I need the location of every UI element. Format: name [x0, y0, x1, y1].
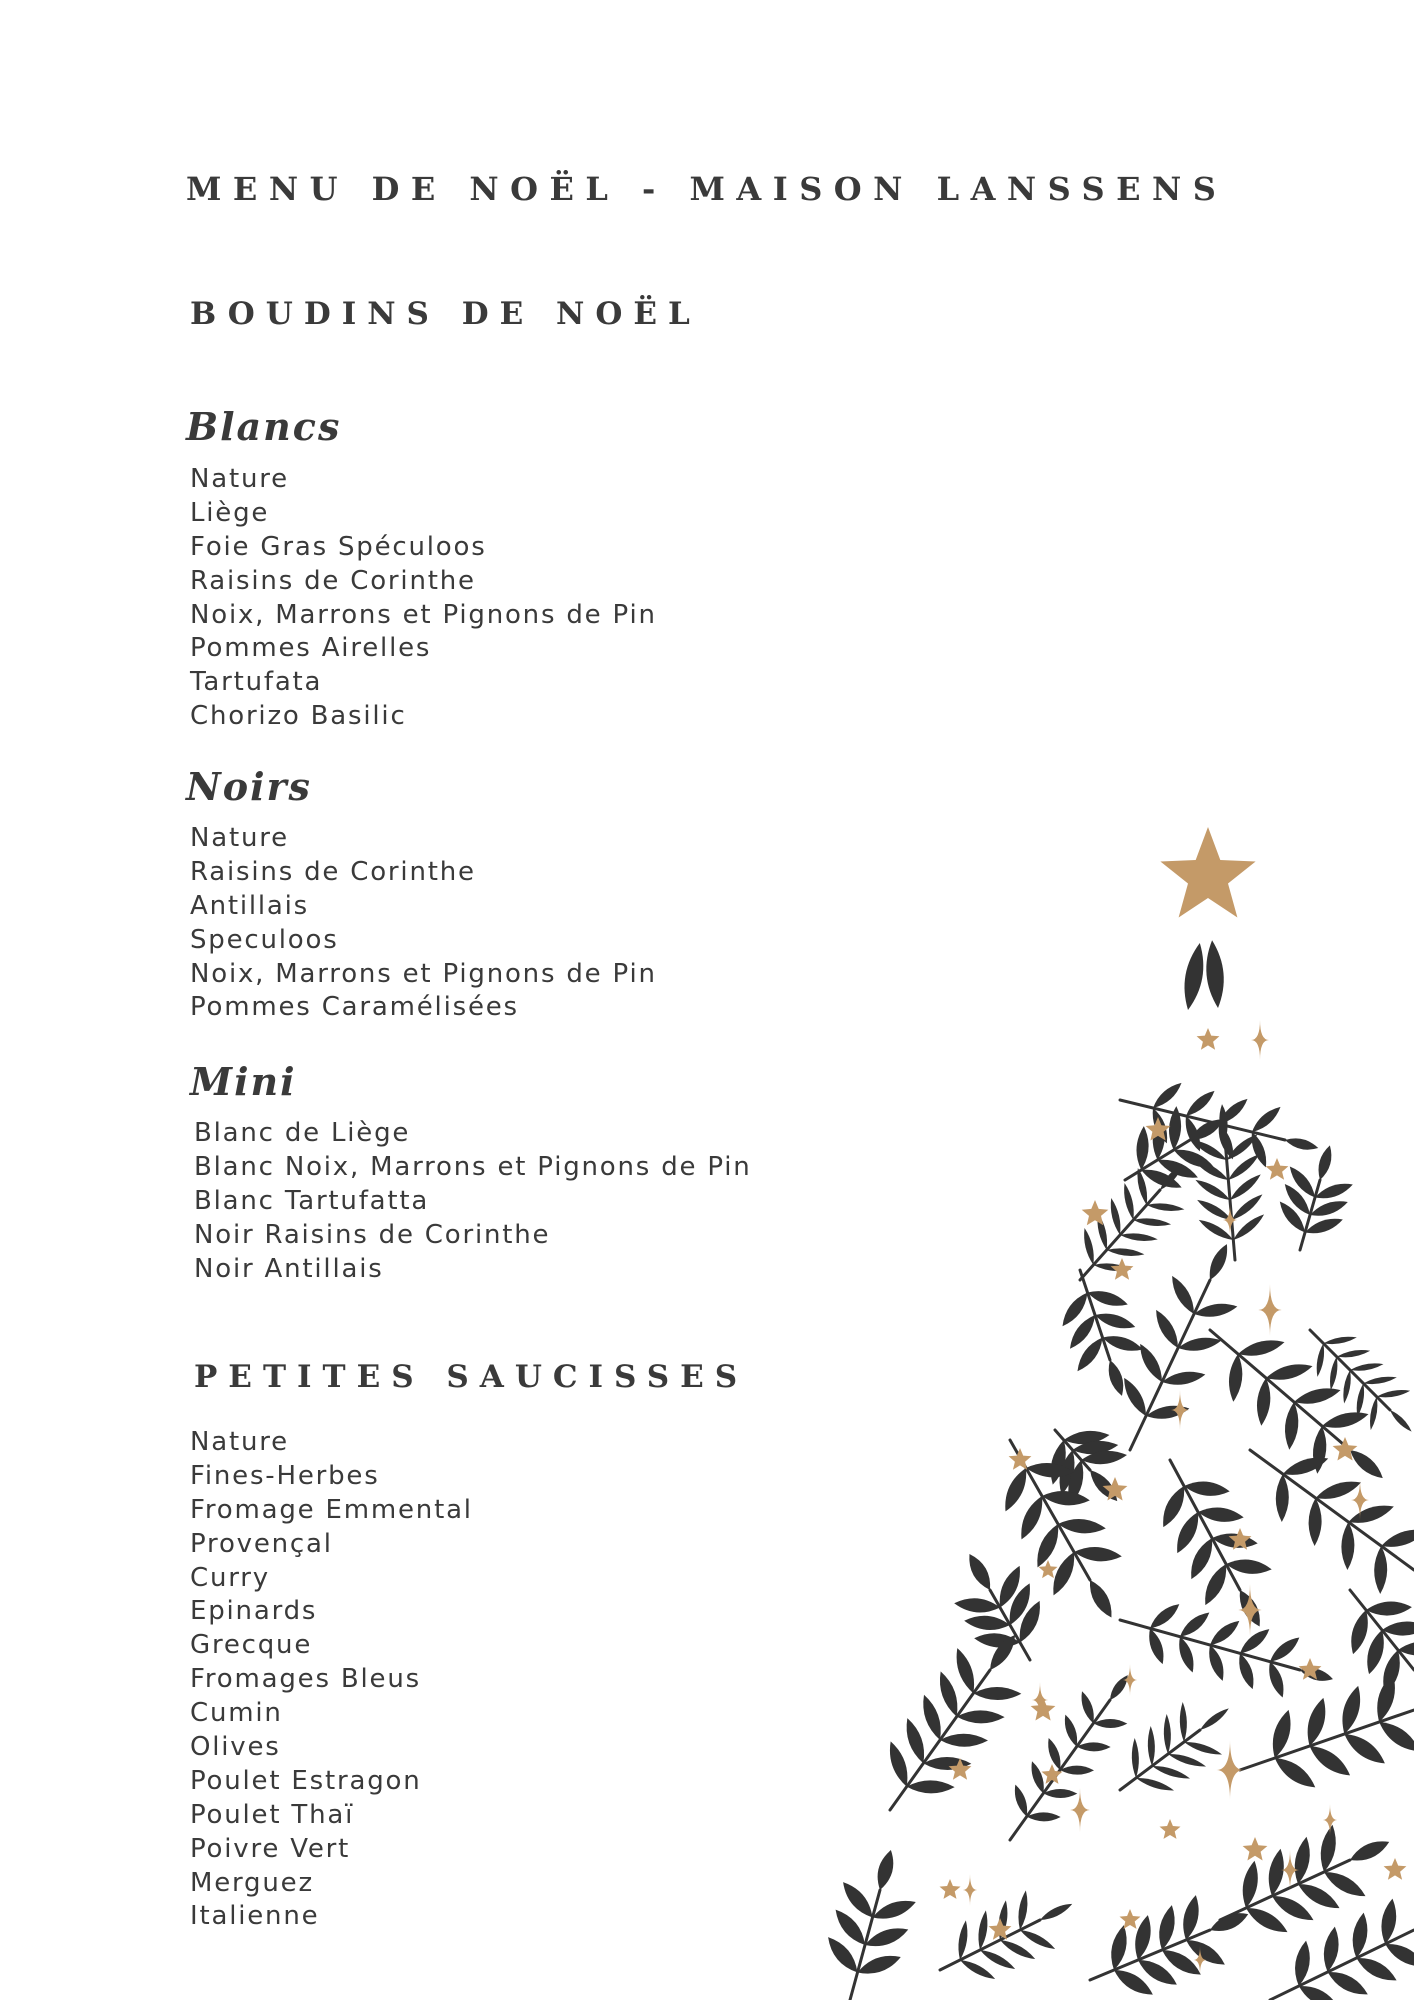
leaf-shape: [1180, 942, 1209, 1012]
leaf-shape: [1314, 1343, 1326, 1378]
menu-item: Grecque: [190, 1630, 313, 1661]
menu-item: Nature: [190, 464, 289, 494]
leaf-shape: [1341, 1369, 1353, 1404]
leaf-shape: [1084, 1577, 1118, 1621]
leaf-shape: [1133, 1217, 1172, 1228]
leaf-shape: [1366, 1600, 1413, 1617]
leaf-shape: [978, 1946, 1017, 1972]
leaf-shape: [1131, 1738, 1139, 1778]
small-star-shape: [1243, 1837, 1268, 1861]
leaf-shape: [873, 1848, 897, 1892]
branch-stem: [1270, 1930, 1414, 2000]
leaf-shape: [1147, 1726, 1155, 1766]
leaf-shape: [1207, 1908, 1251, 1937]
menu-item: Cumin: [190, 1698, 283, 1729]
sparkle-shape: [1171, 1390, 1189, 1430]
leaf-shape: [1106, 1672, 1131, 1702]
leaf-shape: [901, 1716, 929, 1766]
menu-item: Poulet Thaï: [190, 1799, 355, 1830]
menu-item: Olives: [190, 1732, 281, 1763]
menu-item: Liège: [190, 497, 270, 528]
leaf-shape: [1207, 1617, 1243, 1650]
menu-item: Fromage Emmental: [190, 1494, 473, 1525]
leaf-shape: [1151, 1763, 1191, 1782]
leaf-shape: [907, 1780, 955, 1793]
list-saucisses: [190, 1426, 473, 1934]
small-star-shape: [1111, 1258, 1134, 1280]
leaf-shape: [1198, 1706, 1231, 1733]
subheading-blancs: Blancs: [186, 404, 342, 449]
small-star-shape: [1384, 1858, 1407, 1880]
menu-item: Curry: [190, 1562, 270, 1593]
menu-item: Noir Antillais: [194, 1253, 384, 1284]
leaf-shape: [1073, 1545, 1122, 1563]
menu-item: Raisins de Corinthe: [190, 565, 476, 596]
leaf-shape: [1205, 1242, 1233, 1283]
leaf-shape: [958, 1956, 997, 1982]
leaf-shape: [963, 1551, 996, 1594]
leaf-shape: [940, 1734, 988, 1747]
list-mini: [194, 1117, 752, 1286]
leaf-shape: [1135, 1126, 1150, 1171]
leaf-shape: [1163, 1714, 1171, 1754]
menu-item: Epinards: [190, 1596, 318, 1627]
menu-item: Pommes Airelles: [190, 633, 432, 664]
leaf-shape: [1374, 1546, 1388, 1594]
sparkle-shape: [1323, 1804, 1337, 1836]
leaf-shape: [1120, 1232, 1159, 1243]
leaf-shape: [1354, 1383, 1366, 1418]
leaf-shape: [1346, 1445, 1387, 1483]
leaf-shape: [1237, 1625, 1273, 1658]
sparkle-shape: [1251, 1020, 1269, 1060]
sparkle-shape: [963, 1874, 977, 1906]
leaf-shape: [1204, 940, 1227, 1009]
leaf-shape: [1255, 1377, 1273, 1426]
small-star-shape: [1009, 1448, 1032, 1470]
menu-item: Provençal: [190, 1528, 333, 1559]
sparkle-shape: [1223, 1204, 1237, 1236]
leaf-shape: [1081, 1227, 1097, 1266]
menu-item: Speculoos: [190, 924, 339, 955]
small-star-shape: [940, 1879, 961, 1899]
leaf-shape: [1349, 1361, 1384, 1373]
leaf-shape: [1060, 1766, 1094, 1775]
menu-item: Foie Gras Spéculoos: [190, 531, 487, 562]
leaf-shape: [1341, 1522, 1355, 1570]
leaf-shape: [1177, 1608, 1213, 1641]
leaf-shape: [1409, 1666, 1414, 1707]
leaf-shape: [951, 1646, 979, 1696]
leaf-shape: [1027, 1812, 1061, 1821]
subheading-mini: Mini: [190, 1059, 297, 1104]
leaf-shape: [885, 1739, 913, 1789]
leaf-shape: [973, 1687, 1021, 1700]
leaf-shape: [1236, 1336, 1286, 1361]
menu-title: MENU DE NOËL - MAISON LANSSENS: [186, 170, 1228, 208]
leaf-shape: [1018, 1926, 1057, 1952]
menu-item: Tartufata: [190, 667, 323, 698]
menu-item: Poulet Estragon: [190, 1765, 422, 1796]
list-noirs: [190, 822, 657, 1025]
leaf-shape: [1043, 1789, 1077, 1798]
branch-stem: [1170, 1460, 1240, 1590]
branch-stem: [1130, 1280, 1210, 1450]
leaf-shape: [1038, 1900, 1074, 1923]
leaf-shape: [1346, 1500, 1396, 1528]
menu-item: Pommes Caramélisées: [190, 992, 519, 1023]
leaf-shape: [957, 1710, 1005, 1723]
leaf-shape: [1106, 1247, 1145, 1258]
leaf-shape: [935, 1669, 963, 1719]
leaf-shape: [1183, 1087, 1218, 1120]
leaf-shape: [1264, 1360, 1314, 1385]
leaf-shape: [1093, 1719, 1127, 1728]
menu-item: Poivre Vert: [190, 1833, 351, 1864]
sparkle-shape: [1258, 1284, 1281, 1336]
leaf-shape: [1146, 1202, 1185, 1213]
leaf-shape: [1292, 1384, 1342, 1409]
leaf-shape: [1368, 1396, 1380, 1431]
leaf-shape: [1041, 1489, 1090, 1507]
menu-item: Antillais: [190, 890, 310, 921]
menu-item: Noix, Marrons et Pignons de Pin: [190, 958, 657, 989]
sparkle-shape: [1123, 1664, 1137, 1696]
leaf-shape: [1284, 1135, 1320, 1153]
menu-item: Italienne: [190, 1901, 320, 1932]
leaf-shape: [1308, 1498, 1322, 1546]
leaf-shape: [1183, 1739, 1223, 1758]
leaf-shape: [1150, 1079, 1185, 1112]
leaf-shape: [1323, 1334, 1358, 1346]
leaf-shape: [1388, 1408, 1414, 1434]
leaf-shape: [1283, 1401, 1301, 1450]
menu-item: Nature: [190, 1427, 289, 1457]
menu-item: Noix, Marrons et Pignons de Pin: [190, 599, 657, 630]
menu-item: Nature: [190, 823, 289, 853]
menu-item: Fines-Herbes: [190, 1460, 380, 1491]
small-star-shape: [1082, 1200, 1109, 1225]
leaf-shape: [1275, 1474, 1289, 1522]
small-star-shape: [1266, 1158, 1289, 1180]
leaf-shape: [998, 1936, 1037, 1962]
menu-item: Chorizo Basilic: [190, 701, 407, 732]
leaf-shape: [1227, 1353, 1245, 1402]
leaf-shape: [1057, 1517, 1106, 1535]
leaf-shape: [1108, 1197, 1124, 1236]
small-star-shape: [1160, 1819, 1181, 1839]
leaf-shape: [1121, 1182, 1137, 1221]
leaf-shape: [1315, 1144, 1335, 1182]
leaf-shape: [1363, 1374, 1398, 1386]
menu-item: Merguez: [190, 1867, 314, 1898]
leaf-shape: [1077, 1742, 1111, 1751]
leaf-shape: [1147, 1600, 1183, 1633]
leaf-shape: [1376, 1388, 1411, 1400]
leaf-shape: [1135, 1775, 1175, 1794]
christmas-tree-illustration: [790, 810, 1414, 2000]
leaf-shape: [1267, 1633, 1303, 1666]
section-heading-saucisses: PETITES SAUCISSES: [194, 1359, 749, 1395]
list-blancs: [190, 463, 657, 734]
leaf-shape: [1249, 1103, 1284, 1136]
subheading-noirs: Noirs: [186, 764, 312, 809]
sparkle-shape: [1217, 1740, 1244, 1800]
small-star-shape: [1031, 1697, 1056, 1721]
menu-item: Blanc de Liège: [194, 1118, 411, 1148]
menu-item: Noir Raisins de Corinthe: [194, 1219, 551, 1250]
leaf-shape: [1336, 1348, 1371, 1360]
leaf-shape: [1167, 1751, 1207, 1770]
leaf-shape: [918, 1693, 946, 1743]
menu-item: Raisins de Corinthe: [190, 856, 476, 887]
section-heading-boudins: BOUDINS DE NOËL: [190, 296, 701, 332]
leaf-shape: [1347, 1836, 1392, 1867]
tree-top-star: [1160, 827, 1255, 918]
menu-item: Blanc Noix, Marrons et Pignons de Pin: [194, 1151, 752, 1182]
leaf-shape: [1320, 1408, 1370, 1433]
small-star-shape: [1197, 1028, 1220, 1050]
leaf-shape: [1193, 1176, 1232, 1203]
leaf-shape: [1328, 1356, 1340, 1391]
leaf-shape: [1179, 1702, 1187, 1742]
small-star-shape: [1120, 1909, 1141, 1929]
menu-item: Blanc Tartufatta: [194, 1185, 430, 1216]
leaf-shape: [1375, 1716, 1414, 1758]
menu-item: Fromages Bleus: [190, 1664, 421, 1695]
